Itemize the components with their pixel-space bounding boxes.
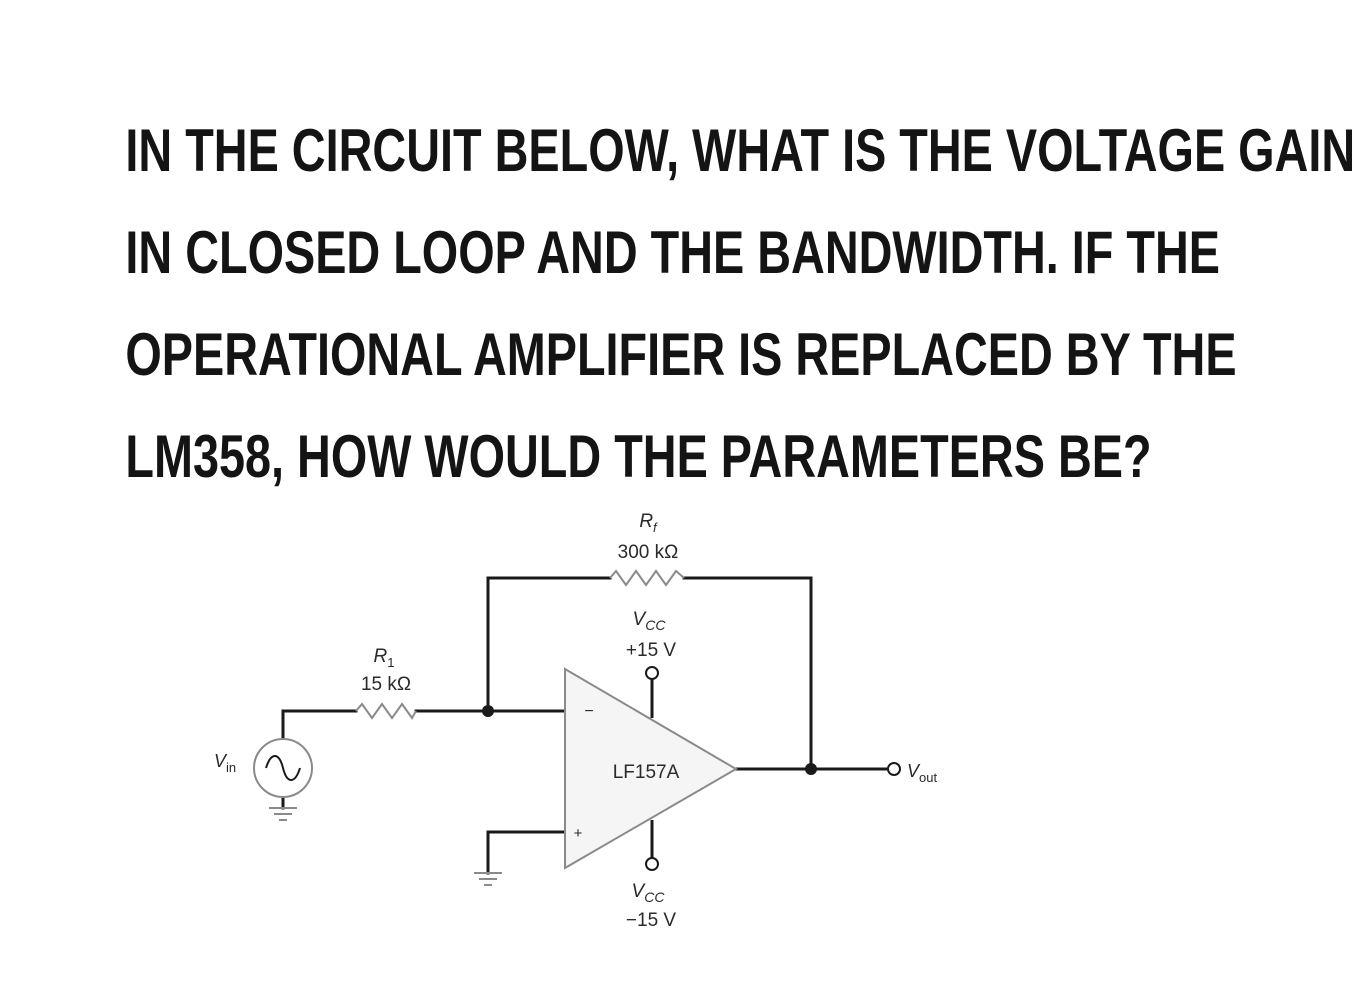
question-line-3: OPERATIONAL AMPLIFIER IS REPLACED BY THE [125, 321, 1237, 388]
rf-label: $R_f$ [639, 511, 657, 535]
inverting-sign: − [584, 703, 594, 720]
r1-value: 15 kΩ [360, 674, 412, 695]
vcc-pos-value: +15 V [625, 640, 677, 661]
wire-feedback-right [684, 578, 811, 768]
opamp-label: LF157A [612, 762, 680, 783]
junction-inverting-node [482, 705, 494, 717]
noninverting-sign: + [573, 825, 583, 842]
wire-noninv-ground [488, 832, 565, 873]
vout-terminal [888, 763, 900, 775]
question-line-1: IN THE CIRCUIT BELOW, WHAT IS THE VOLTAGE GAIN [125, 117, 1355, 184]
question-line-2: IN CLOSED LOOP AND THE BANDWIDTH. IF THE [125, 219, 1220, 286]
vout-label: $V_{out}$ [907, 761, 938, 785]
vcc-pos-label: $V_{CC}$ [632, 609, 666, 633]
vcc-neg-terminal [646, 858, 658, 870]
vcc-neg-value: −15 V [625, 910, 677, 931]
ground-symbol-source [269, 808, 297, 820]
ground-symbol-noninv [474, 873, 502, 885]
vin-label: $V_{in}$ [214, 751, 237, 775]
question-line-4: LM358, HOW WOULD THE PARAMETERS BE? [125, 423, 1152, 490]
vcc-neg-label: $V_{CC}$ [631, 881, 665, 905]
r1-label: $R_1$ [373, 646, 395, 670]
r1-resistor [356, 704, 416, 718]
rf-resistor [610, 571, 684, 585]
wire-source-top [283, 711, 356, 740]
vcc-pos-terminal [646, 667, 658, 679]
junction-output-node [805, 763, 817, 775]
rf-value: 300 kΩ [617, 542, 679, 563]
